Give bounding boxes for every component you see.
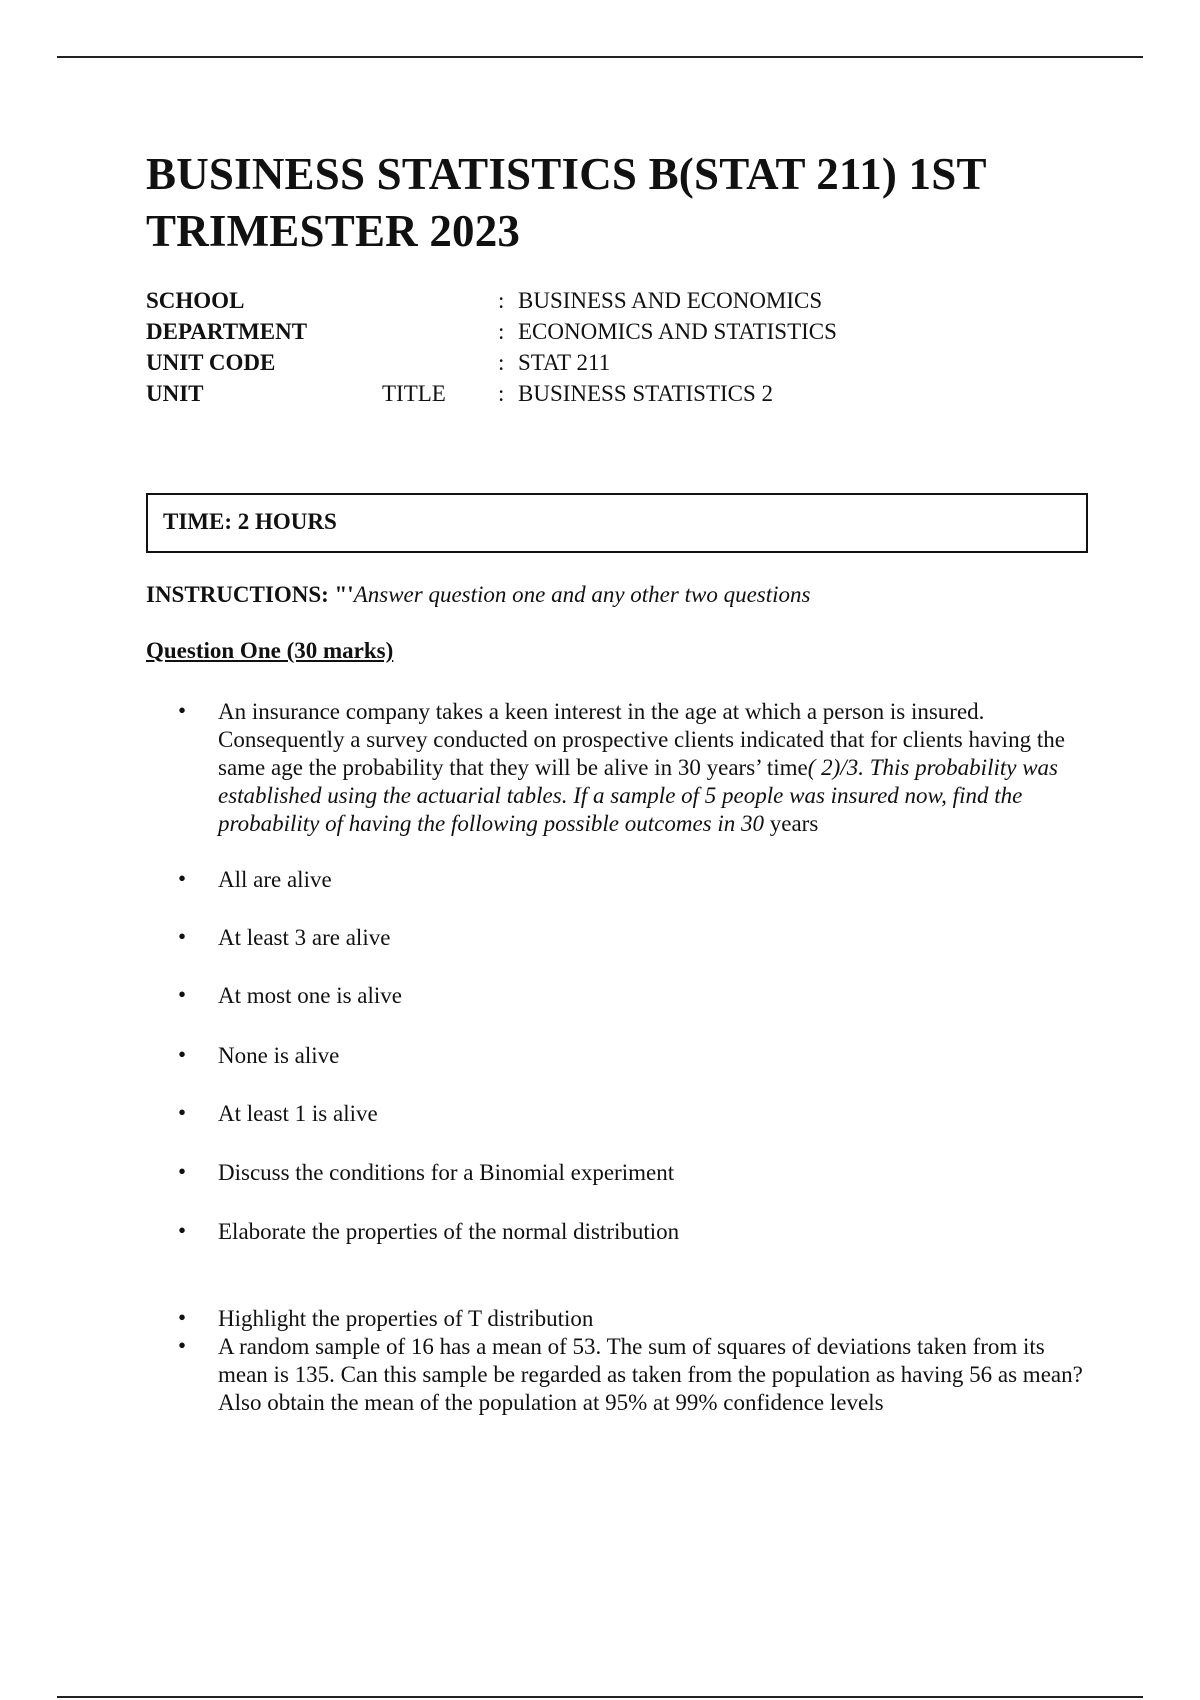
list-item-text: Elaborate the properties of the normal distribution xyxy=(218,1219,680,1244)
meta-label: DEPARTMENT xyxy=(146,319,308,344)
bullet-icon: • xyxy=(178,698,187,723)
meta-colon: : xyxy=(498,350,505,375)
bullet-icon: • xyxy=(178,1159,187,1184)
meta-label: UNIT xyxy=(146,381,204,406)
course-details xyxy=(146,285,1066,409)
intro-text: An insurance company takes a keen interest in the age at which a person is insured. Consequently a survey conducted on prospective clients indicated that for clients having the same age the probability that they will be alive in 30 years’ time xyxy=(218,699,1065,780)
bullet-icon: • xyxy=(178,982,187,1007)
list-item-text: A random sample of 16 has a mean of 53. The sum of squares of deviations taken from its mean is 135. Can this sample be regarded as taken from the population as having 56 as mean? Also obtain the mean of the population at 95% at 99% confidence levels xyxy=(218,1334,1083,1415)
list-item-text: At least 3 are alive xyxy=(218,925,391,950)
meta-value: ECONOMICS AND STATISTICS xyxy=(518,319,837,344)
meta-row-unit-title xyxy=(146,378,1066,409)
meta-label: UNIT CODE xyxy=(146,350,276,375)
bullet-icon: • xyxy=(178,1305,187,1330)
bullet-icon: • xyxy=(178,1333,187,1358)
meta-colon: : xyxy=(498,381,505,406)
meta-label-secondary: TITLE xyxy=(382,381,446,406)
question-heading: Question One (30 marks) xyxy=(146,638,394,663)
meta-value: BUSINESS STATISTICS 2 xyxy=(518,381,774,406)
instructions-text: Answer question one and any other two questions xyxy=(353,582,811,607)
list-item-text: At least 1 is alive xyxy=(218,1101,378,1126)
exam-duration: TIME: 2 HOURS xyxy=(163,509,337,534)
question-intro xyxy=(218,698,1098,838)
document-title: BUSINESS STATISTICS B(STAT 211) 1ST TRIMESTER 2023 xyxy=(146,149,986,256)
bullet-icon: • xyxy=(178,924,187,949)
list-item-text: At most one is alive xyxy=(218,983,402,1008)
meta-row-department xyxy=(146,316,1066,347)
bullet-icon: • xyxy=(178,1100,187,1125)
meta-colon: : xyxy=(498,288,505,313)
intro-text-italic: ( 2)/3. This probability was established using the actuarial tables. If a sample of 5 people was insured now, find the probability of having the following possible outcomes in 30 xyxy=(218,755,1058,836)
bullet-icon: • xyxy=(178,866,187,891)
instructions xyxy=(146,582,810,608)
list-item-text: All are alive xyxy=(218,867,332,892)
meta-row-school xyxy=(146,285,1066,316)
list-item-text: Highlight the properties of T distribution xyxy=(218,1306,594,1331)
meta-row-unit-code xyxy=(146,347,1066,378)
time-box xyxy=(146,493,1088,553)
meta-label: SCHOOL xyxy=(146,288,245,313)
list-item-text: None is alive xyxy=(218,1043,340,1068)
top-divider xyxy=(57,56,1143,58)
meta-colon: : xyxy=(498,319,505,344)
bullet-icon: • xyxy=(178,1042,187,1067)
bullet-icon: • xyxy=(178,1218,187,1243)
bottom-divider xyxy=(57,1696,1143,1698)
list-item-text: Discuss the conditions for a Binomial experiment xyxy=(218,1160,675,1185)
meta-value: BUSINESS AND ECONOMICS xyxy=(518,288,823,313)
instructions-label: INSTRUCTIONS: "' xyxy=(146,582,354,607)
meta-value: STAT 211 xyxy=(518,350,611,375)
intro-text-end: years xyxy=(764,811,819,836)
